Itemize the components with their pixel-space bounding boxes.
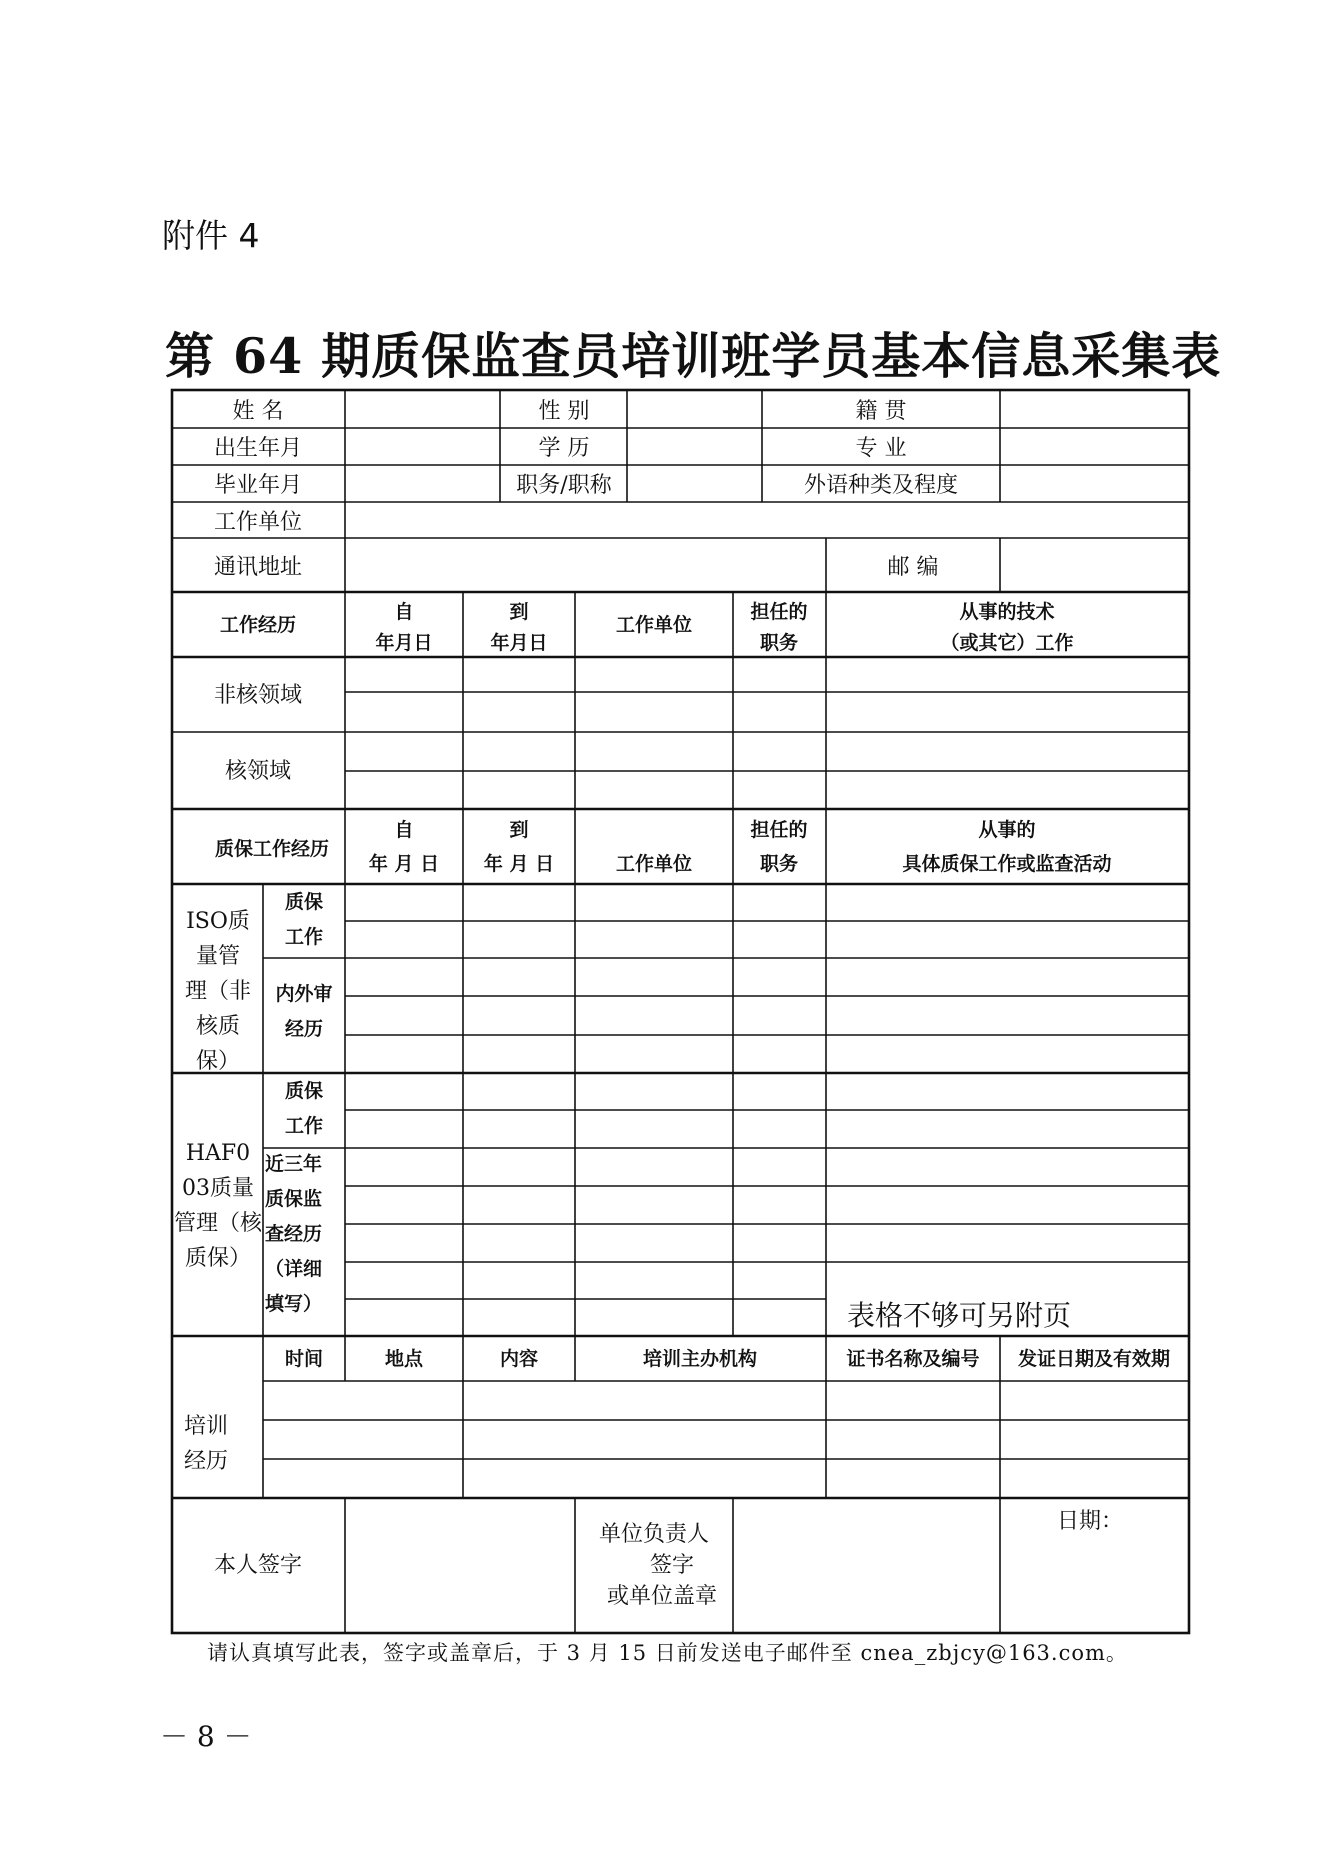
training-col-issue-date: 发证日期及有效期	[1017, 1348, 1171, 1370]
work-duty-2: 职务	[759, 632, 799, 654]
label-graduation: 毕业年月	[213, 473, 303, 498]
training-label-1: 培训	[183, 1414, 229, 1439]
qa-from-ymd: 年 月 日	[368, 853, 440, 875]
signature-labels	[214, 1509, 1123, 1609]
personal-info-labels	[214, 399, 958, 580]
work-tech-1: 从事的技术	[959, 601, 1055, 623]
qa-duty-1: 担任的	[750, 819, 808, 841]
work-duty-1: 担任的	[750, 601, 808, 623]
work-header: 工作经历	[219, 614, 297, 636]
date-label: 日期：	[1056, 1509, 1124, 1534]
page-number: － 8 －	[160, 1720, 252, 1753]
form-title: 第 64 期质保监查员培训班学员基本信息采集表	[165, 327, 1222, 385]
iso-label-4: 核质	[195, 1014, 241, 1039]
unit-sign-label-2: 签字	[649, 1553, 695, 1578]
label-birth: 出生年月	[213, 436, 303, 461]
label-position: 职务/职称	[516, 473, 612, 498]
unit-sign-label-3: 或单位盖章	[606, 1584, 718, 1609]
haf-label-4: 质保）	[184, 1246, 252, 1271]
training-header	[285, 1347, 1170, 1370]
unit-sign-label-1: 单位负责人	[598, 1522, 710, 1547]
recent-label-2: 质保监	[265, 1188, 323, 1210]
iso-label-3: 理（非	[184, 979, 252, 1004]
work-tech-2: （或其它）工作	[940, 632, 1074, 654]
label-education: 学 历	[538, 436, 590, 461]
attachment-label: 附件 4	[162, 216, 260, 255]
label-nuclear: 核领域	[224, 759, 292, 784]
work-from: 自	[394, 601, 414, 623]
label-employer: 工作单位	[213, 510, 303, 535]
qa-to-ymd: 年 月 日	[483, 853, 555, 875]
recent-label-4: （详细	[265, 1258, 323, 1280]
label-postcode: 邮 编	[887, 555, 939, 580]
label-gender: 性 别	[538, 399, 590, 424]
training-col-time: 时间	[284, 1348, 324, 1370]
training-col-certificate: 证书名称及编号	[846, 1348, 980, 1370]
qa-header: 质保工作经历	[214, 838, 330, 860]
qa-left-labels	[174, 909, 263, 1271]
work-from-ymd: 年月日	[375, 632, 433, 654]
recent-label-5: 填写）	[265, 1293, 323, 1315]
label-nonnuclear: 非核领域	[213, 683, 303, 708]
qa-history-header	[215, 818, 1112, 875]
more-pages-note: 表格不够可另附页	[847, 1299, 1072, 1332]
iso-label-2: 量管	[195, 944, 241, 969]
recent-audit-labels	[265, 1152, 322, 1315]
qa-activity-1: 从事的	[978, 819, 1036, 841]
iso-label-1: ISO质	[186, 909, 250, 934]
recent-label-3: 查经历	[265, 1223, 323, 1245]
training-col-organizer: 培训主办机构	[642, 1348, 758, 1370]
label-name: 姓 名	[232, 399, 284, 424]
label-native-place: 籍 贯	[855, 399, 907, 424]
training-col-content: 内容	[499, 1348, 539, 1370]
self-signature-label: 本人签字	[213, 1553, 303, 1578]
table-grid	[172, 390, 1189, 1633]
label-major: 专 业	[855, 436, 907, 461]
qa-unit: 工作单位	[615, 853, 693, 875]
recent-label-1: 近三年	[265, 1153, 323, 1175]
qa-duty-2: 职务	[759, 853, 799, 875]
label-address: 通讯地址	[213, 555, 303, 580]
qa-work-label-1: 质保	[284, 891, 324, 913]
haf-label-2: 03质量	[182, 1176, 254, 1201]
submission-note: 请认真填写此表，签字或盖章后，于 3 月 15 日前发送电子邮件至 cnea_zbjcy@163.com。	[207, 1641, 1128, 1665]
work-to-ymd: 年月日	[490, 632, 548, 654]
audit-label-2: 经历	[284, 1018, 324, 1040]
training-col-place: 地点	[384, 1348, 424, 1370]
qa-activity-2: 具体质保工作或监查活动	[902, 853, 1112, 875]
label-language: 外语种类及程度	[803, 473, 959, 498]
iso-label-5: 保）	[195, 1049, 241, 1074]
haf-label-3: 管理（核	[173, 1211, 263, 1236]
training-label-2: 经历	[183, 1449, 229, 1474]
work-unit: 工作单位	[615, 614, 693, 636]
qa-to: 到	[509, 819, 529, 841]
qa-from: 自	[394, 819, 414, 841]
qa-sub-labels	[275, 890, 332, 1137]
haf-label-1: HAF0	[185, 1141, 251, 1166]
work-to: 到	[509, 601, 529, 623]
haf-qa-work-label-2: 工作	[284, 1115, 324, 1137]
haf-qa-work-label-1: 质保	[284, 1080, 324, 1102]
qa-work-label-2: 工作	[284, 926, 324, 948]
audit-label-1: 内外审	[275, 983, 333, 1005]
work-history-header	[220, 600, 1074, 654]
